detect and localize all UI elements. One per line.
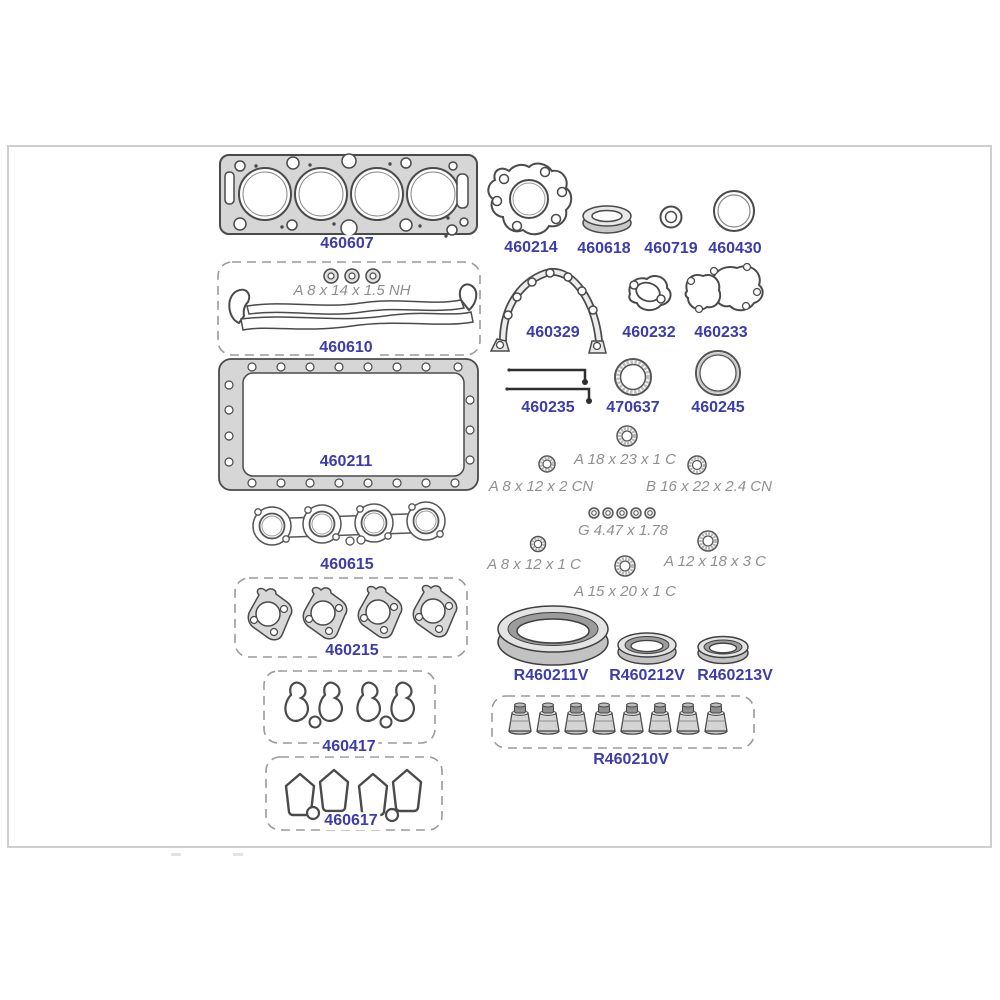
print-artifact — [171, 853, 181, 856]
part-label-460214: 460214 — [501, 239, 560, 257]
oring-460430-drawing — [714, 191, 754, 231]
part-label-460617: 460617 — [321, 812, 380, 830]
ring-460719-drawing — [661, 207, 682, 228]
oring-460245-drawing — [696, 351, 740, 395]
dim-label-18x23: A 18 x 23 x 1 C — [574, 450, 676, 468]
part-label-460211: 460211 — [317, 453, 376, 471]
part-label-R460212V: R460212V — [606, 667, 688, 685]
dim-label-16x22: B 16 x 22 x 2.4 CN — [646, 477, 772, 495]
part-label-460618: 460618 — [574, 240, 633, 258]
intake-gasket-set-460417-drawing — [264, 671, 435, 743]
head-gasket-drawing — [220, 154, 477, 238]
part-label-460245: 460245 — [688, 399, 747, 417]
manifold-gasket-460615-drawing — [253, 502, 445, 545]
part-label-460232: 460232 — [619, 324, 678, 342]
part-label-460615: 460615 — [317, 556, 376, 574]
dim-label-8x12x1: A 8 x 12 x 1 C — [487, 555, 581, 573]
part-label-460610: 460610 — [316, 339, 375, 357]
valve-stem-seal-set-drawing — [492, 696, 754, 748]
radial-seals-drawing — [498, 606, 748, 665]
flange-gasket-460232-drawing — [629, 276, 670, 310]
part-label-470637: 470637 — [603, 399, 662, 417]
dim-label-15x20: A 15 x 20 x 1 C — [574, 582, 676, 600]
dim-label-12x18: A 12 x 18 x 3 C — [664, 552, 766, 570]
part-label-460233: 460233 — [691, 324, 750, 342]
part-label-460607: 460607 — [317, 235, 376, 253]
part-label-460329: 460329 — [523, 324, 582, 342]
oring-470637-drawing — [615, 359, 651, 395]
part-label-R460210V: R460210V — [590, 751, 672, 769]
part-label-460719: 460719 — [641, 240, 700, 258]
part-label-460417: 460417 — [319, 738, 378, 756]
dim-label-oring-447: G 4.47 x 1.78 — [577, 521, 669, 539]
part-label-460215: 460215 — [322, 642, 381, 660]
seal-460618-drawing — [583, 206, 631, 233]
part-label-R460211V: R460211V — [511, 667, 592, 685]
part-label-460430: 460430 — [705, 240, 764, 258]
print-artifact — [233, 853, 243, 856]
dim-label-8x12x2: A 8 x 12 x 2 CN — [488, 477, 594, 495]
dim-label-valve-cover-grommets: A 8 x 14 x 1.5 NH — [293, 281, 411, 299]
gasket-460233-drawing — [686, 264, 763, 313]
water-pump-gasket-drawing — [488, 164, 571, 235]
part-label-R460213V: R460213V — [694, 667, 776, 685]
part-label-460235: 460235 — [518, 399, 577, 417]
